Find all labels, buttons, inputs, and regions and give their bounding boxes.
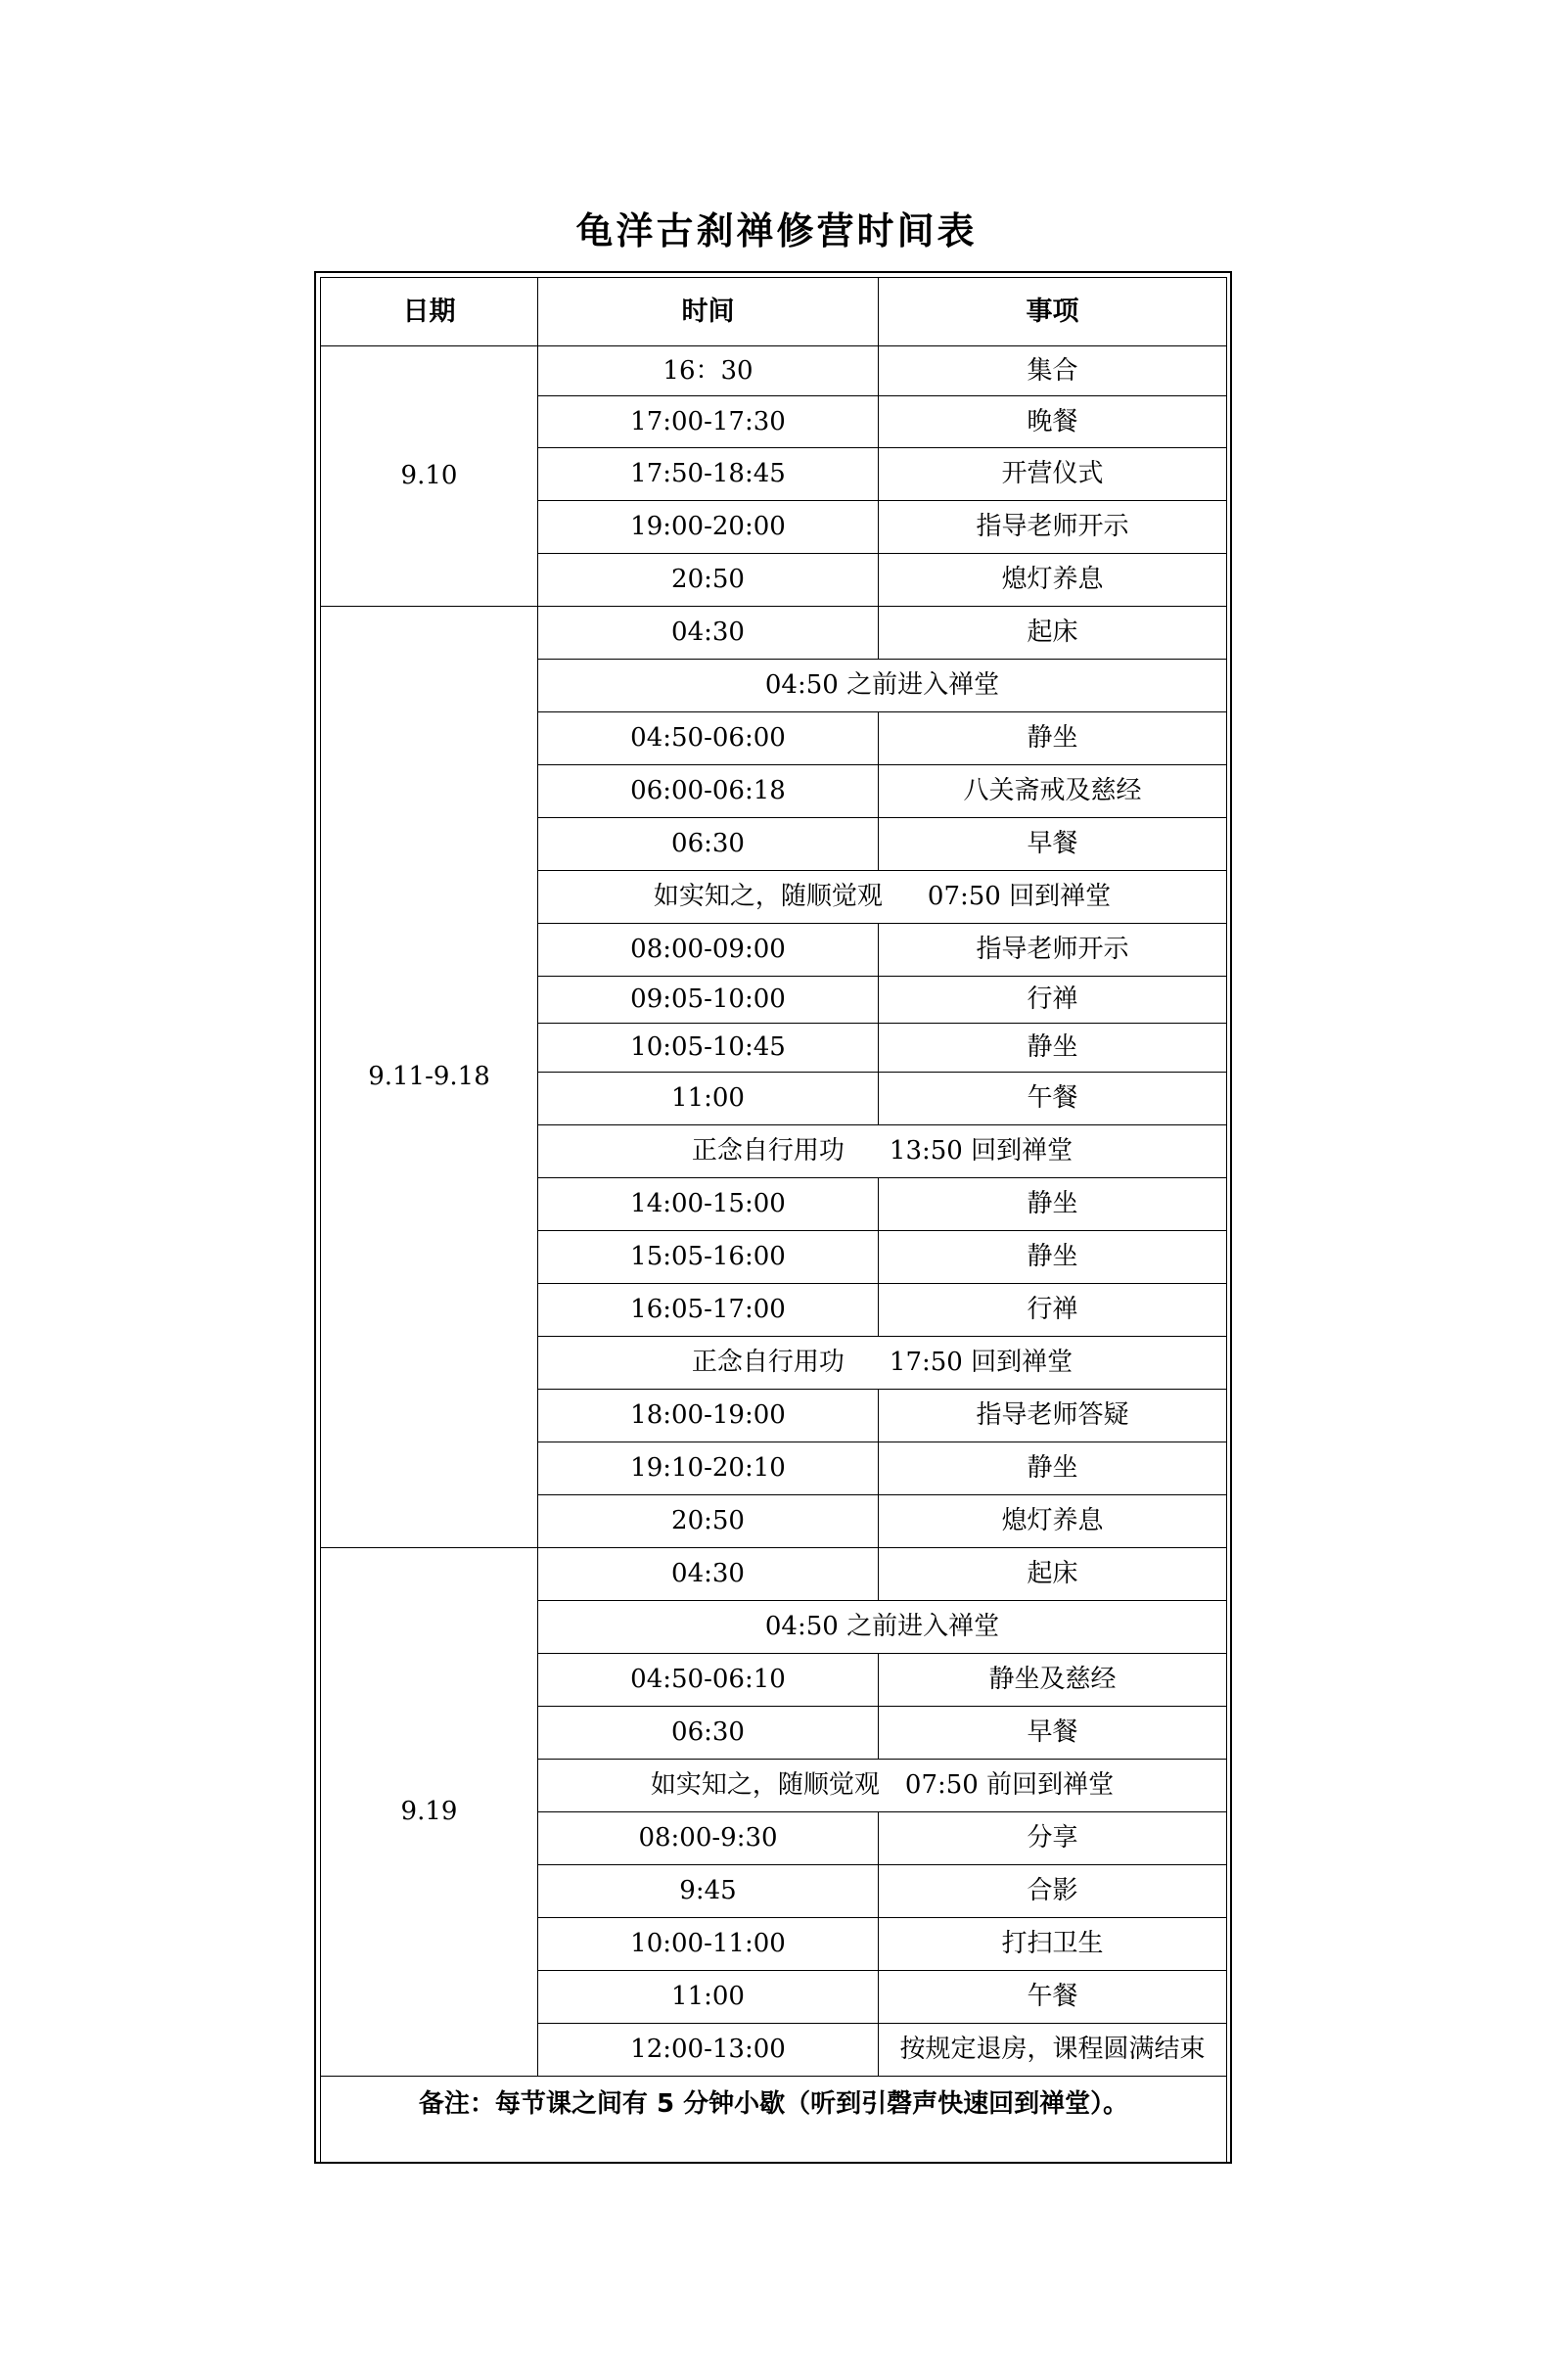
item-cell: 早餐 <box>879 818 1227 871</box>
item-cell: 静坐 <box>879 1442 1227 1495</box>
time-cell: 12:00-13:00 <box>538 2024 879 2077</box>
time-cell: 10:00-11:00 <box>538 1918 879 1971</box>
merged-note-text: 正念自行用功 <box>691 1136 845 1167</box>
time-cell: 09:05-10:00 <box>538 977 879 1024</box>
time-cell: 20:50 <box>538 554 879 607</box>
item-cell: 晚餐 <box>879 396 1227 448</box>
item-cell: 静坐 <box>879 1231 1227 1284</box>
time-cell: 17:00-17:30 <box>538 396 879 448</box>
item-cell: 分享 <box>879 1812 1227 1865</box>
table-row <box>321 346 1227 396</box>
merged-note-cell <box>538 1125 1227 1178</box>
item-cell: 早餐 <box>879 1707 1227 1760</box>
date-cell: 9.19 <box>321 1548 538 2077</box>
header-date: 日期 <box>321 278 538 346</box>
merged-note-cell: 04:50 之前进入禅堂 <box>538 660 1227 712</box>
time-cell: 16：30 <box>538 346 879 396</box>
header-row <box>321 278 1227 346</box>
item-cell: 静坐 <box>879 712 1227 765</box>
item-cell: 开营仪式 <box>879 448 1227 501</box>
item-cell: 静坐及慈经 <box>879 1654 1227 1707</box>
footnote-cell: 备注：每节课之间有 5 分钟小歇（听到引磬声快速回到禅堂）。 <box>321 2077 1227 2163</box>
time-cell: 10:05-10:45 <box>538 1024 879 1073</box>
time-cell: 06:00-06:18 <box>538 765 879 818</box>
merged-note-time: 07:50 回到禅堂 <box>927 882 1112 912</box>
item-cell: 八关斋戒及慈经 <box>879 765 1227 818</box>
item-cell: 行禅 <box>879 1284 1227 1337</box>
time-cell: 11:00 <box>538 1971 879 2024</box>
date-cell: 9.10 <box>321 346 538 607</box>
item-cell: 合影 <box>879 1865 1227 1918</box>
merged-note-cell <box>538 1337 1227 1390</box>
item-cell: 起床 <box>879 1548 1227 1601</box>
time-cell: 9:45 <box>538 1865 879 1918</box>
time-cell: 04:50-06:10 <box>538 1654 879 1707</box>
time-cell: 18:00-19:00 <box>538 1390 879 1442</box>
time-cell: 17:50-18:45 <box>538 448 879 501</box>
table-row <box>321 607 1227 660</box>
schedule-body <box>321 278 1227 2163</box>
item-cell: 熄灯养息 <box>879 1495 1227 1548</box>
item-cell: 午餐 <box>879 1971 1227 2024</box>
item-cell: 午餐 <box>879 1073 1227 1125</box>
item-cell: 指导老师答疑 <box>879 1390 1227 1442</box>
time-cell: 08:00-9:30 <box>538 1812 879 1865</box>
item-cell: 起床 <box>879 607 1227 660</box>
merged-note-cell: 04:50 之前进入禅堂 <box>538 1601 1227 1654</box>
merged-note-text: 正念自行用功 <box>691 1348 845 1378</box>
time-cell: 14:00-15:00 <box>538 1178 879 1231</box>
item-cell: 指导老师开示 <box>879 501 1227 554</box>
merged-note-cell <box>538 1760 1227 1812</box>
page-title: 龟洋古刹禅修营时间表 <box>575 209 978 252</box>
time-cell: 04:30 <box>538 1548 879 1601</box>
schedule-table <box>320 277 1227 2163</box>
time-cell: 04:50-06:00 <box>538 712 879 765</box>
time-cell: 20:50 <box>538 1495 879 1548</box>
time-cell: 08:00-09:00 <box>538 924 879 977</box>
time-cell: 06:30 <box>538 1707 879 1760</box>
merged-note-text: 如实知之，随顺觉观 <box>653 882 883 912</box>
merged-note-time: 17:50 回到禅堂 <box>889 1348 1073 1378</box>
note-row <box>321 2077 1227 2163</box>
time-cell: 11:00 <box>538 1073 879 1125</box>
item-cell: 指导老师开示 <box>879 924 1227 977</box>
item-cell: 静坐 <box>879 1178 1227 1231</box>
item-cell: 集合 <box>879 346 1227 396</box>
item-cell: 静坐 <box>879 1024 1227 1073</box>
merged-note-cell <box>538 871 1227 924</box>
time-cell: 19:00-20:00 <box>538 501 879 554</box>
header-item: 事项 <box>879 278 1227 346</box>
date-cell: 9.11-9.18 <box>321 607 538 1548</box>
time-cell: 19:10-20:10 <box>538 1442 879 1495</box>
table-row <box>321 1548 1227 1601</box>
time-cell: 06:30 <box>538 818 879 871</box>
header-time: 时间 <box>538 278 879 346</box>
item-cell: 熄灯养息 <box>879 554 1227 607</box>
time-cell: 16:05-17:00 <box>538 1284 879 1337</box>
item-cell: 行禅 <box>879 977 1227 1024</box>
time-cell: 15:05-16:00 <box>538 1231 879 1284</box>
merged-note-time: 13:50 回到禅堂 <box>889 1136 1073 1167</box>
merged-note-text: 如实知之，随顺觉观 <box>650 1770 880 1801</box>
item-cell: 按规定退房，课程圆满结束 <box>879 2024 1227 2077</box>
merged-note-time: 07:50 前回到禅堂 <box>904 1770 1115 1801</box>
item-cell: 打扫卫生 <box>879 1918 1227 1971</box>
time-cell: 04:30 <box>538 607 879 660</box>
